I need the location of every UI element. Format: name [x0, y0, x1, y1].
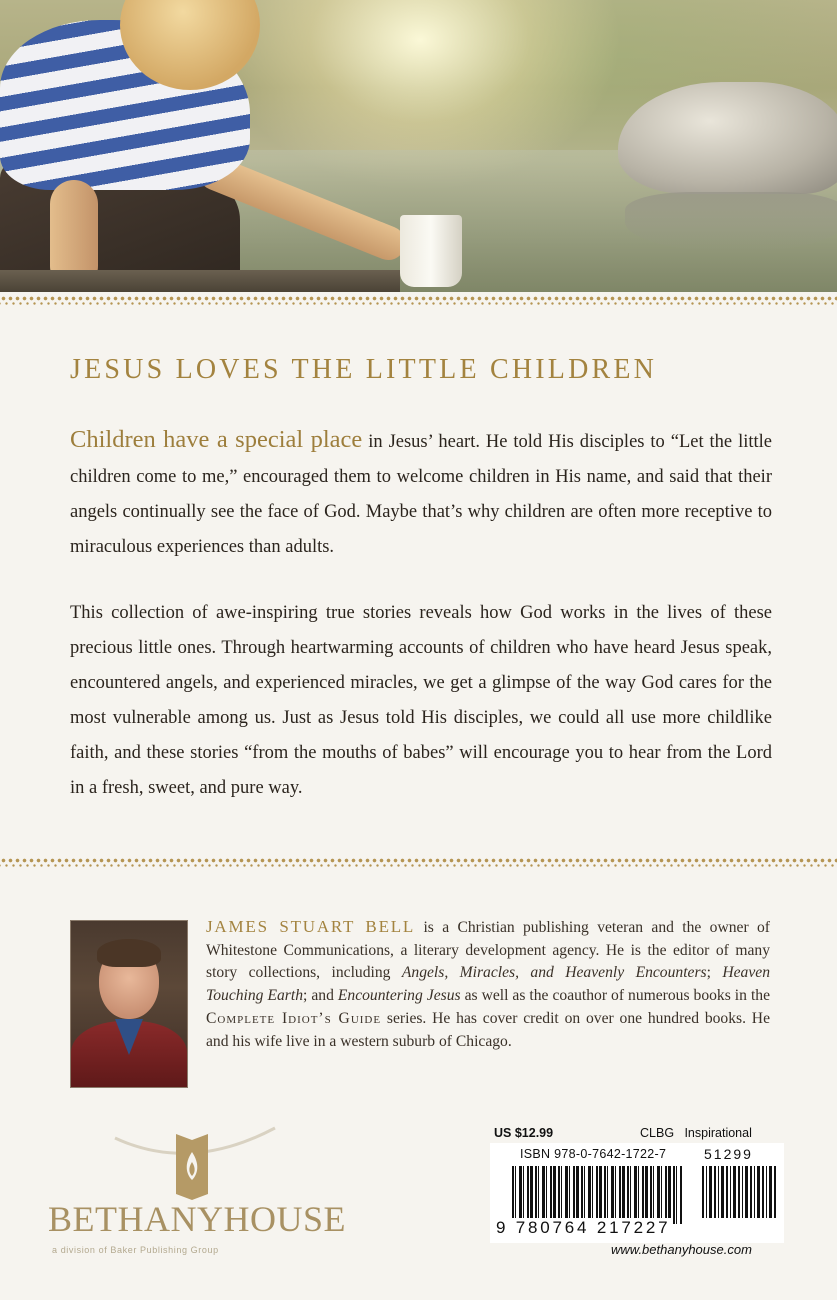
rock [618, 82, 837, 194]
rock-reflection [625, 192, 837, 252]
publisher-website: www.bethanyhouse.com [611, 1242, 752, 1257]
decorative-border-middle [0, 858, 837, 868]
book-title-3: Encountering Jesus [337, 987, 461, 1005]
headline: JESUS LOVES THE LITTLE CHILDREN [70, 354, 658, 385]
decorative-border-top [0, 296, 837, 306]
author-bio-part-3: series. He has cover credit on over one hundred books. He and his wife live in a western suburb of Chicago. [206, 1009, 770, 1050]
author-bio-part-2: as well as the coauthor of numerous books in the [460, 987, 770, 1005]
book-title-2: Heaven Touching Earth [206, 964, 770, 1005]
author-bio-sep-2: ; and [303, 987, 338, 1005]
paragraph-1 [70, 422, 772, 565]
author-bio-part-1: is a Christian publishing veteran and the owner of Whitestone Communications, a literary development agency. He is the editor of many story collections, including [206, 919, 770, 982]
book-title-1: Angels, Miracles, and Heavenly Encounters [401, 964, 707, 982]
barcode-bars [512, 1166, 682, 1224]
paragraph-1-lead: Children have a special place [70, 426, 363, 453]
series-name: Complete Idiot’s Guide [206, 1009, 382, 1027]
lamp-flame-icon [172, 1130, 212, 1200]
author-bio-sep-1: ; [706, 964, 723, 982]
barcode-digits: 9 780764 217227 [496, 1218, 671, 1237]
barcode-addon-digits: 51299 [704, 1146, 753, 1162]
paragraph-2: This collection of awe-inspiring true stories reveals how God works in the lives of these precious little ones. Through heartwarming accounts of children who have heard Jesus speak, encountered angels, and experienced miracles, we get a glimpse of the way God cares for the most vulnerable among us. Just as Jesus told His disciples, we could all use more childlike faith, and these stories “from the mouths of babes” will encourage you to hear from the Lord in a fresh, sweet, and pure way. [70, 603, 772, 798]
category-label: CLBG Inspirational [640, 1126, 752, 1140]
price: US $12.99 [494, 1126, 554, 1140]
white-cup [400, 215, 462, 287]
author-name: JAMES STUART BELL [206, 917, 416, 936]
author-hair [97, 939, 161, 967]
author-photo [70, 920, 188, 1088]
publisher-logo-text: BETHANYHOUSE [48, 1199, 346, 1239]
isbn: ISBN 978-0-7642-1722-7 [520, 1147, 667, 1161]
author-bio [206, 916, 770, 1053]
barcode-addon-bars [702, 1166, 778, 1218]
shore-stones [0, 270, 400, 292]
publisher-tagline: a division of Baker Publishing Group [52, 1245, 219, 1255]
paragraph-1-rest: in Jesus’ heart. He told His disciples to “Let the little children come to me,” encouraged them to welcome children in His name, and said that their angels continually see the face of God. Maybe that’s why children are often more receptive to miraculous experiences than adults. [70, 432, 772, 557]
cover-photo [0, 0, 837, 292]
